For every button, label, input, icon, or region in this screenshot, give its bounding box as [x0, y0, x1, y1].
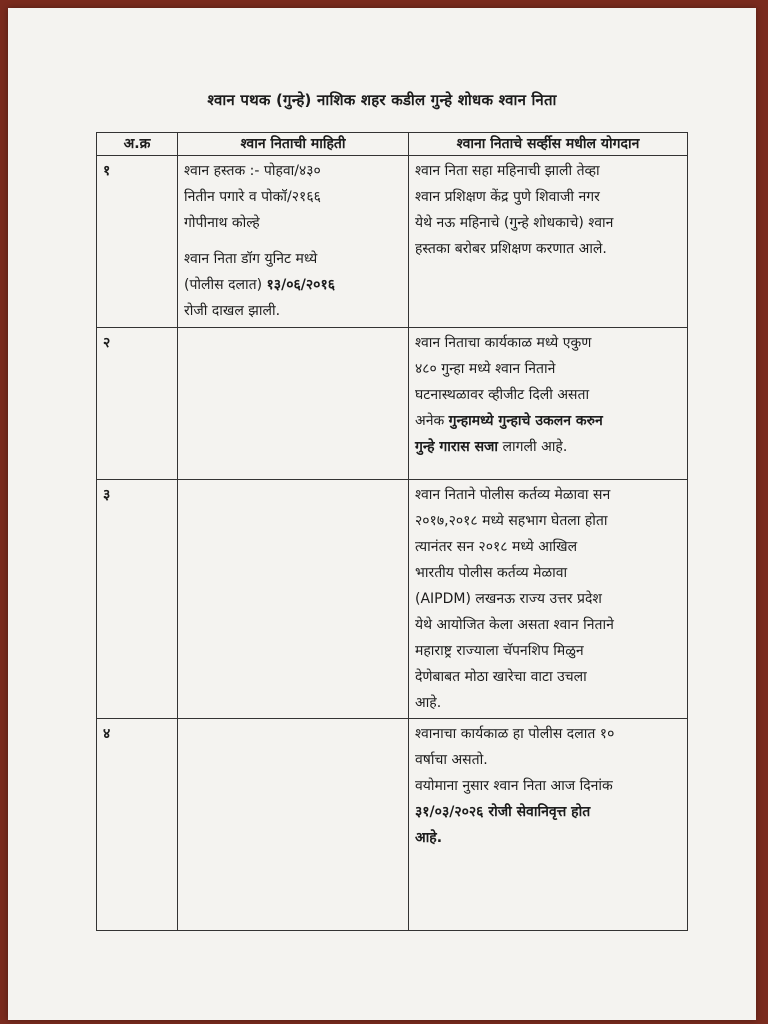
retirement-date: ३१/०३/२०२६ रोजी सेवानिवृत्त होत: [415, 804, 591, 820]
contribution-line: वर्षाचा असतो.: [415, 752, 488, 768]
contribution-line: [415, 434, 681, 460]
dog-record-table: [96, 132, 688, 931]
table-row: [97, 719, 688, 931]
document-title: श्वान पथक (गुन्हे) नाशिक शहर कडील गुन्हे शोधक श्वान निता: [207, 91, 557, 109]
document-page: [8, 8, 756, 1020]
contribution-line: त्यानंतर सन २०१८ मध्ये आखिल: [415, 539, 578, 555]
table-row: [97, 328, 688, 480]
contribution-line: येथे नऊ महिनाचे (गुन्हे शोधकाचे) श्वान: [415, 215, 614, 231]
contribution-line: येथे आयोजित केला असता श्वान निताने: [415, 617, 614, 633]
row-serial: १: [97, 156, 178, 328]
row-contribution: [409, 156, 688, 328]
row-serial: २: [97, 328, 178, 480]
row-contribution: [409, 480, 688, 719]
contribution-line: आहे.: [415, 695, 442, 711]
row-info-empty: [178, 328, 409, 480]
contribution-bold: गुन्हे गारास सजा: [415, 439, 499, 455]
row-info-empty: [178, 719, 409, 931]
table-row: [97, 156, 688, 328]
contribution-line: देणेबाबत मोठा खारेचा वाटा उचला: [415, 669, 587, 685]
row-serial: ४: [97, 719, 178, 931]
info-text: (पोलीस दलात): [184, 277, 267, 293]
row-info-empty: [178, 480, 409, 719]
contribution-line: २०१७,२०१८ मध्ये सहभाग घेतला होता: [415, 513, 608, 529]
contribution-line: वयोमाना नुसार श्वान निता आज दिनांक: [415, 778, 613, 794]
contribution-text: अनेक: [415, 413, 449, 429]
contribution-line: [415, 408, 681, 434]
row-serial: ३: [97, 480, 178, 719]
contribution-bold: आहे.: [415, 830, 443, 846]
contribution-line: श्वानाचा कार्यकाळ हा पोलीस दलात १०: [415, 726, 615, 742]
contribution-line: (AIPDM) लखनऊ राज्य उत्तर प्रदेश: [415, 591, 602, 607]
contribution-line: श्वान निता सहा महिनाची झाली तेव्हा: [415, 163, 600, 179]
contribution-line: श्वान निताने पोलीस कर्तव्य मेळावा सन: [415, 487, 611, 503]
table-row: [97, 480, 688, 719]
header-serial: अ.क्र: [97, 133, 178, 156]
contribution-line: घटनास्थळावर व्हीजीट दिली असता: [415, 387, 590, 403]
info-line: रोजी दाखल झाली.: [184, 303, 281, 319]
row-contribution: [409, 719, 688, 931]
join-date: १३/०६/२०१६: [266, 277, 335, 293]
info-line: गोपीनाथ कोल्हे: [184, 215, 260, 231]
retirement-date-line: [415, 799, 681, 825]
contribution-line: श्वान निताचा कार्यकाळ मध्ये एकुण: [415, 335, 592, 351]
info-line: श्वान निता डॉग युनिट मध्ये: [184, 251, 318, 267]
contribution-bold: गुन्हामध्ये गुन्हाचे उकलन करुन: [448, 413, 603, 429]
info-line: नितीन पगारे व पोकॉ/२१६६: [184, 189, 321, 205]
info-line: श्वान हस्तक :- पोहवा/४३०: [184, 163, 321, 179]
row-info: [178, 156, 409, 328]
contribution-line: महाराष्ट्र राज्याला चॅपनशिप मिळुन: [415, 643, 584, 659]
contribution-line: [415, 825, 681, 851]
contribution-line: हस्तका बरोबर प्रशिक्षण करणात आले.: [415, 241, 607, 257]
contribution-line: श्वान प्रशिक्षण केंद्र पुणे शिवाजी नगर: [415, 189, 600, 205]
header-contribution: श्वाना निताचे सर्व्हीस मधील योगदान: [409, 133, 688, 156]
contribution-text: लागली आहे.: [498, 439, 568, 455]
table-header-row: [97, 133, 688, 156]
row-contribution: [409, 328, 688, 480]
contribution-line: ४८० गुन्हा मध्ये श्वान निताने: [415, 361, 556, 377]
info-line-date: [184, 272, 402, 298]
contribution-line: भारतीय पोलीस कर्तव्य मेळावा: [415, 565, 568, 581]
header-info: श्वान निताची माहिती: [178, 133, 409, 156]
